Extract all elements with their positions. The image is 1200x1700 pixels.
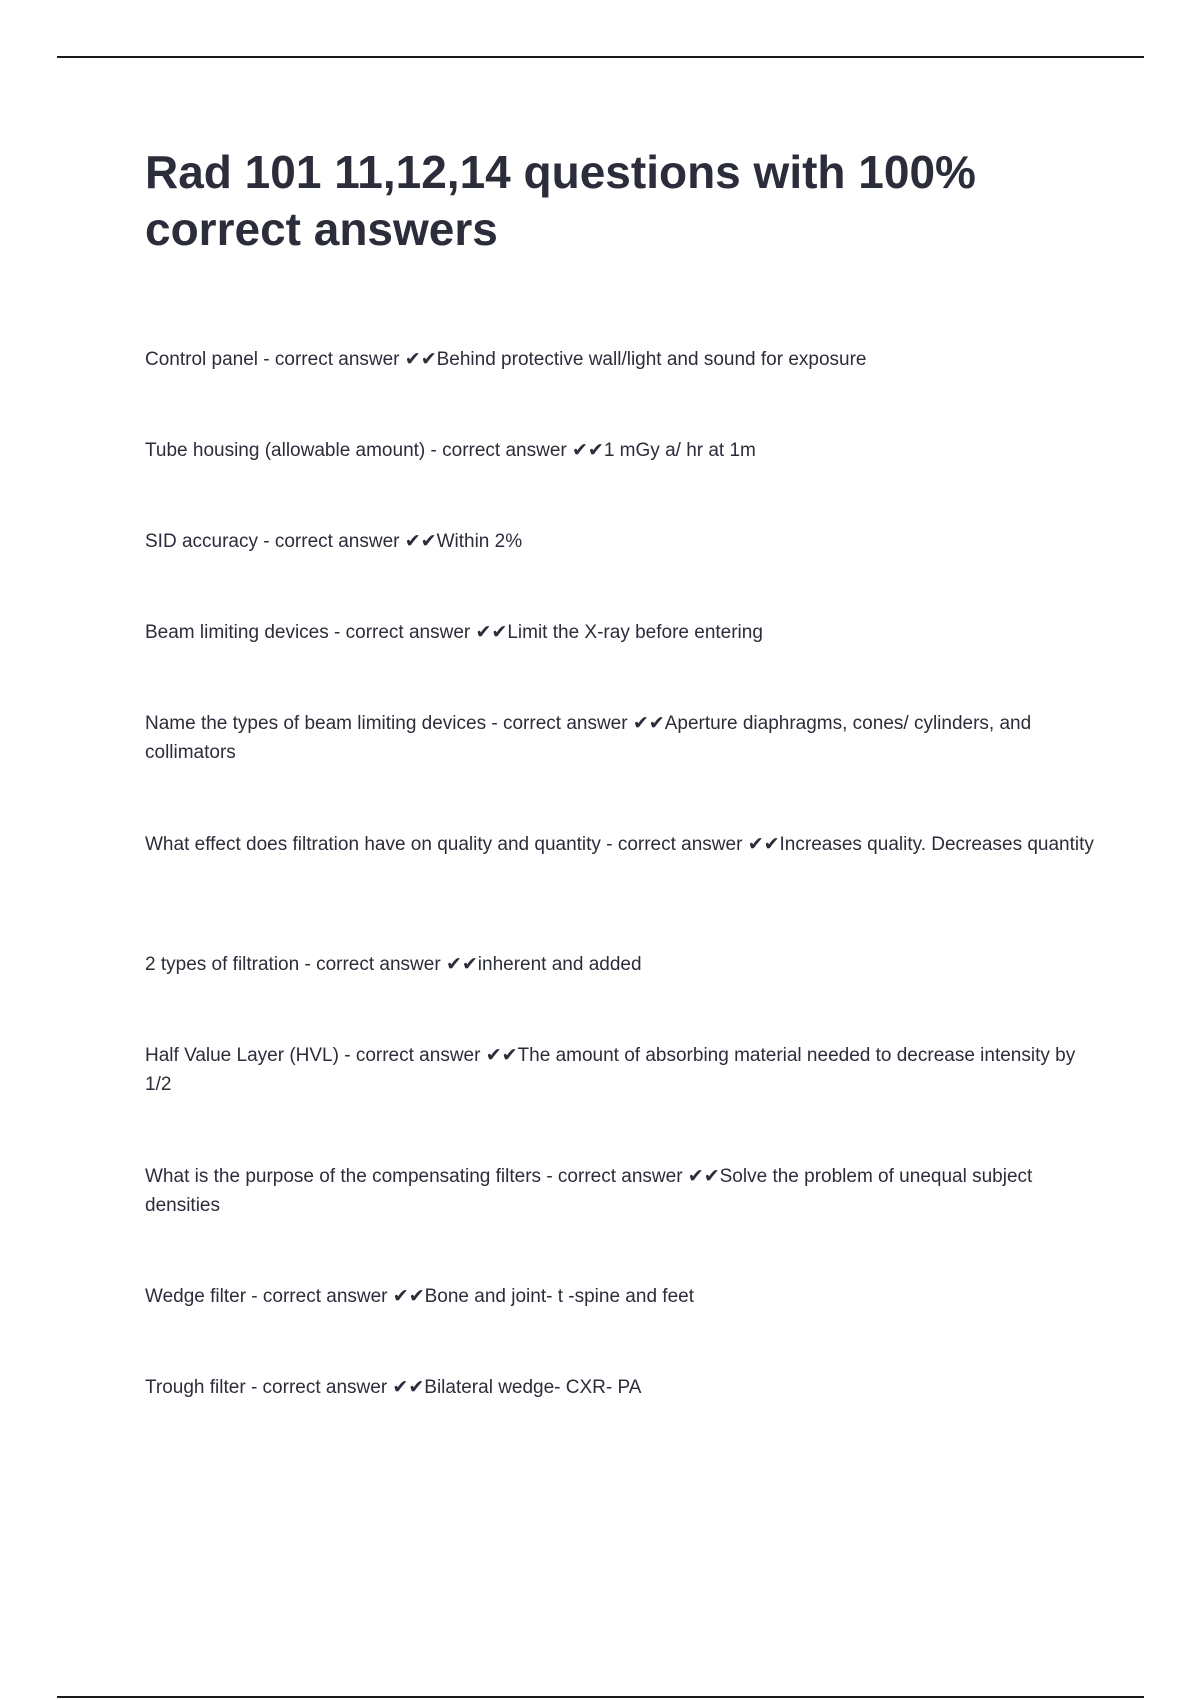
document-title: Rad 101 11,12,14 questions with 100% correct answers [145,146,976,255]
header-rule [57,56,1144,58]
qa-item: Wedge filter - correct answer ✔✔Bone and joint- t -spine and feet [145,1286,694,1307]
footer-rule [57,1696,1144,1698]
qa-item: Beam limiting devices - correct answer ✔✔Limit the X-ray before entering [145,622,763,643]
qa-item: Half Value Layer (HVL) - correct answer ✔✔The amount of absorbing material needed to decrease intensity by 1/2 [145,1045,1076,1095]
qa-item: SID accuracy - correct answer ✔✔Within 2% [145,531,523,552]
qa-item: What is the purpose of the compensating filters - correct answer ✔✔Solve the problem of unequal subject densities [145,1166,1033,1216]
qa-item: Trough filter - correct answer ✔✔Bilateral wedge- CXR- PA [145,1377,642,1398]
qa-item: Tube housing (allowable amount) - correct answer ✔✔1 mGy a/ hr at 1m [145,440,756,461]
qa-item: Control panel - correct answer ✔✔Behind protective wall/light and sound for exposure [145,349,867,370]
qa-item: Name the types of beam limiting devices - correct answer ✔✔Aperture diaphragms, cones/ cylinders, and collimators [145,713,1032,763]
qa-item: What effect does filtration have on quality and quantity - correct answer ✔✔Increases quality. Decreases quantity [145,834,1094,855]
qa-item: 2 types of filtration - correct answer ✔✔inherent and added [145,954,642,975]
